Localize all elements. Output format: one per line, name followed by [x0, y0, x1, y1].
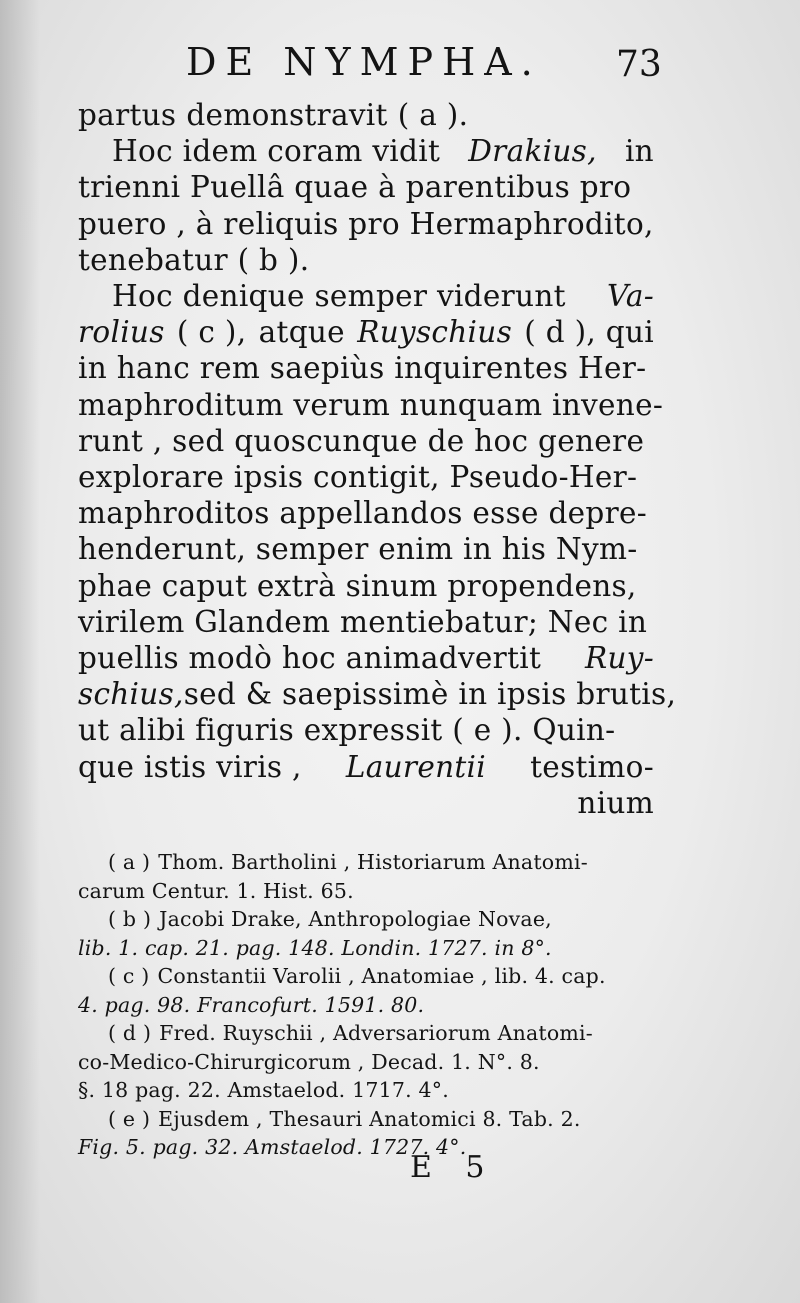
text-line: maphroditos appellandos esse depre- [78, 496, 648, 531]
text-line: Hoc denique semper viderunt Va- [112, 279, 654, 314]
gutter-shadow [0, 0, 40, 1303]
text-line: rolius ( c ), atque Ruyschius ( d ), qui [78, 315, 654, 350]
text-line: virilem Glandem mentiebatur; Nec in [78, 604, 648, 639]
footnote-b: ( b ) Jacobi Drake, Anthropologiae Novae, [108, 907, 552, 931]
footnote-line: lib. 1. cap. 21. pag. 148. Londin. 1727. in 8°. [78, 935, 552, 960]
text-line: trienni Puellâ quae à parentibus pro [78, 170, 632, 205]
main-text [78, 97, 677, 821]
running-title: DE NYMPHA. [186, 40, 542, 84]
text-line: puero , à reliquis pro Hermaphrodito, [78, 206, 654, 241]
text-line: henderunt, semper enim in his Nym- [78, 532, 638, 567]
footnote-e: ( e ) Ejusdem , Thesauri Anatomici 8. Tab. 2. [108, 1106, 581, 1131]
footnote-c: ( c ) Constantii Varolii , Anatomiae , lib. 4. cap. [108, 964, 606, 988]
text-line: in hanc rem saepiùs inquirentes Her- [78, 351, 647, 386]
text-line: ut alibi figuris expressit ( e ). Quin- [78, 713, 616, 748]
footnote-d: ( d ) Fred. Ruyschii , Adversariorum Anatomi- [108, 1021, 593, 1045]
footnote-line: carum Centur. 1. Hist. 65. [78, 878, 354, 903]
text-line: tenebatur ( b ). [78, 242, 310, 277]
page-number: 73 [616, 44, 662, 85]
text-line: explorare ipsis contigit, Pseudo-Her- [78, 460, 638, 495]
footnote-line: Fig. 5. pag. 32. Amstaelod. 1727. 4°. [78, 1135, 467, 1159]
signature-mark: E 5 [410, 1150, 497, 1185]
text-line: maphroditum verum nunquam invene- [78, 387, 664, 422]
text-line: Hoc idem coram vidit Drakius, in [112, 134, 654, 169]
text-line: nium [577, 785, 654, 820]
footnote-a: ( a ) Thom. Bartholini , Historiarum Anatomi- [108, 850, 588, 874]
footnote-line: co-Medico-Chirurgicorum , Decad. 1. N°. 8. [78, 1049, 540, 1074]
footnote-line: 4. pag. 98. Francofurt. 1591. 80. [78, 992, 425, 1017]
text-line: runt , sed quoscunque de hoc genere [78, 423, 645, 458]
text-line: phae caput extrà sinum propendens, [78, 568, 637, 603]
footnote-line: §. 18 pag. 22. Amstaelod. 1717. 4°. [78, 1078, 449, 1102]
text-line: partus demonstravit ( a ). [78, 98, 469, 132]
text-line: schius, sed & saepissimè in ipsis brutis, [78, 677, 677, 712]
text-line: puellis modò hoc animadvertit Ruy- [78, 641, 654, 676]
footnotes [78, 848, 664, 1162]
text-line: que istis viris , Laurentii testimo- [78, 749, 654, 784]
